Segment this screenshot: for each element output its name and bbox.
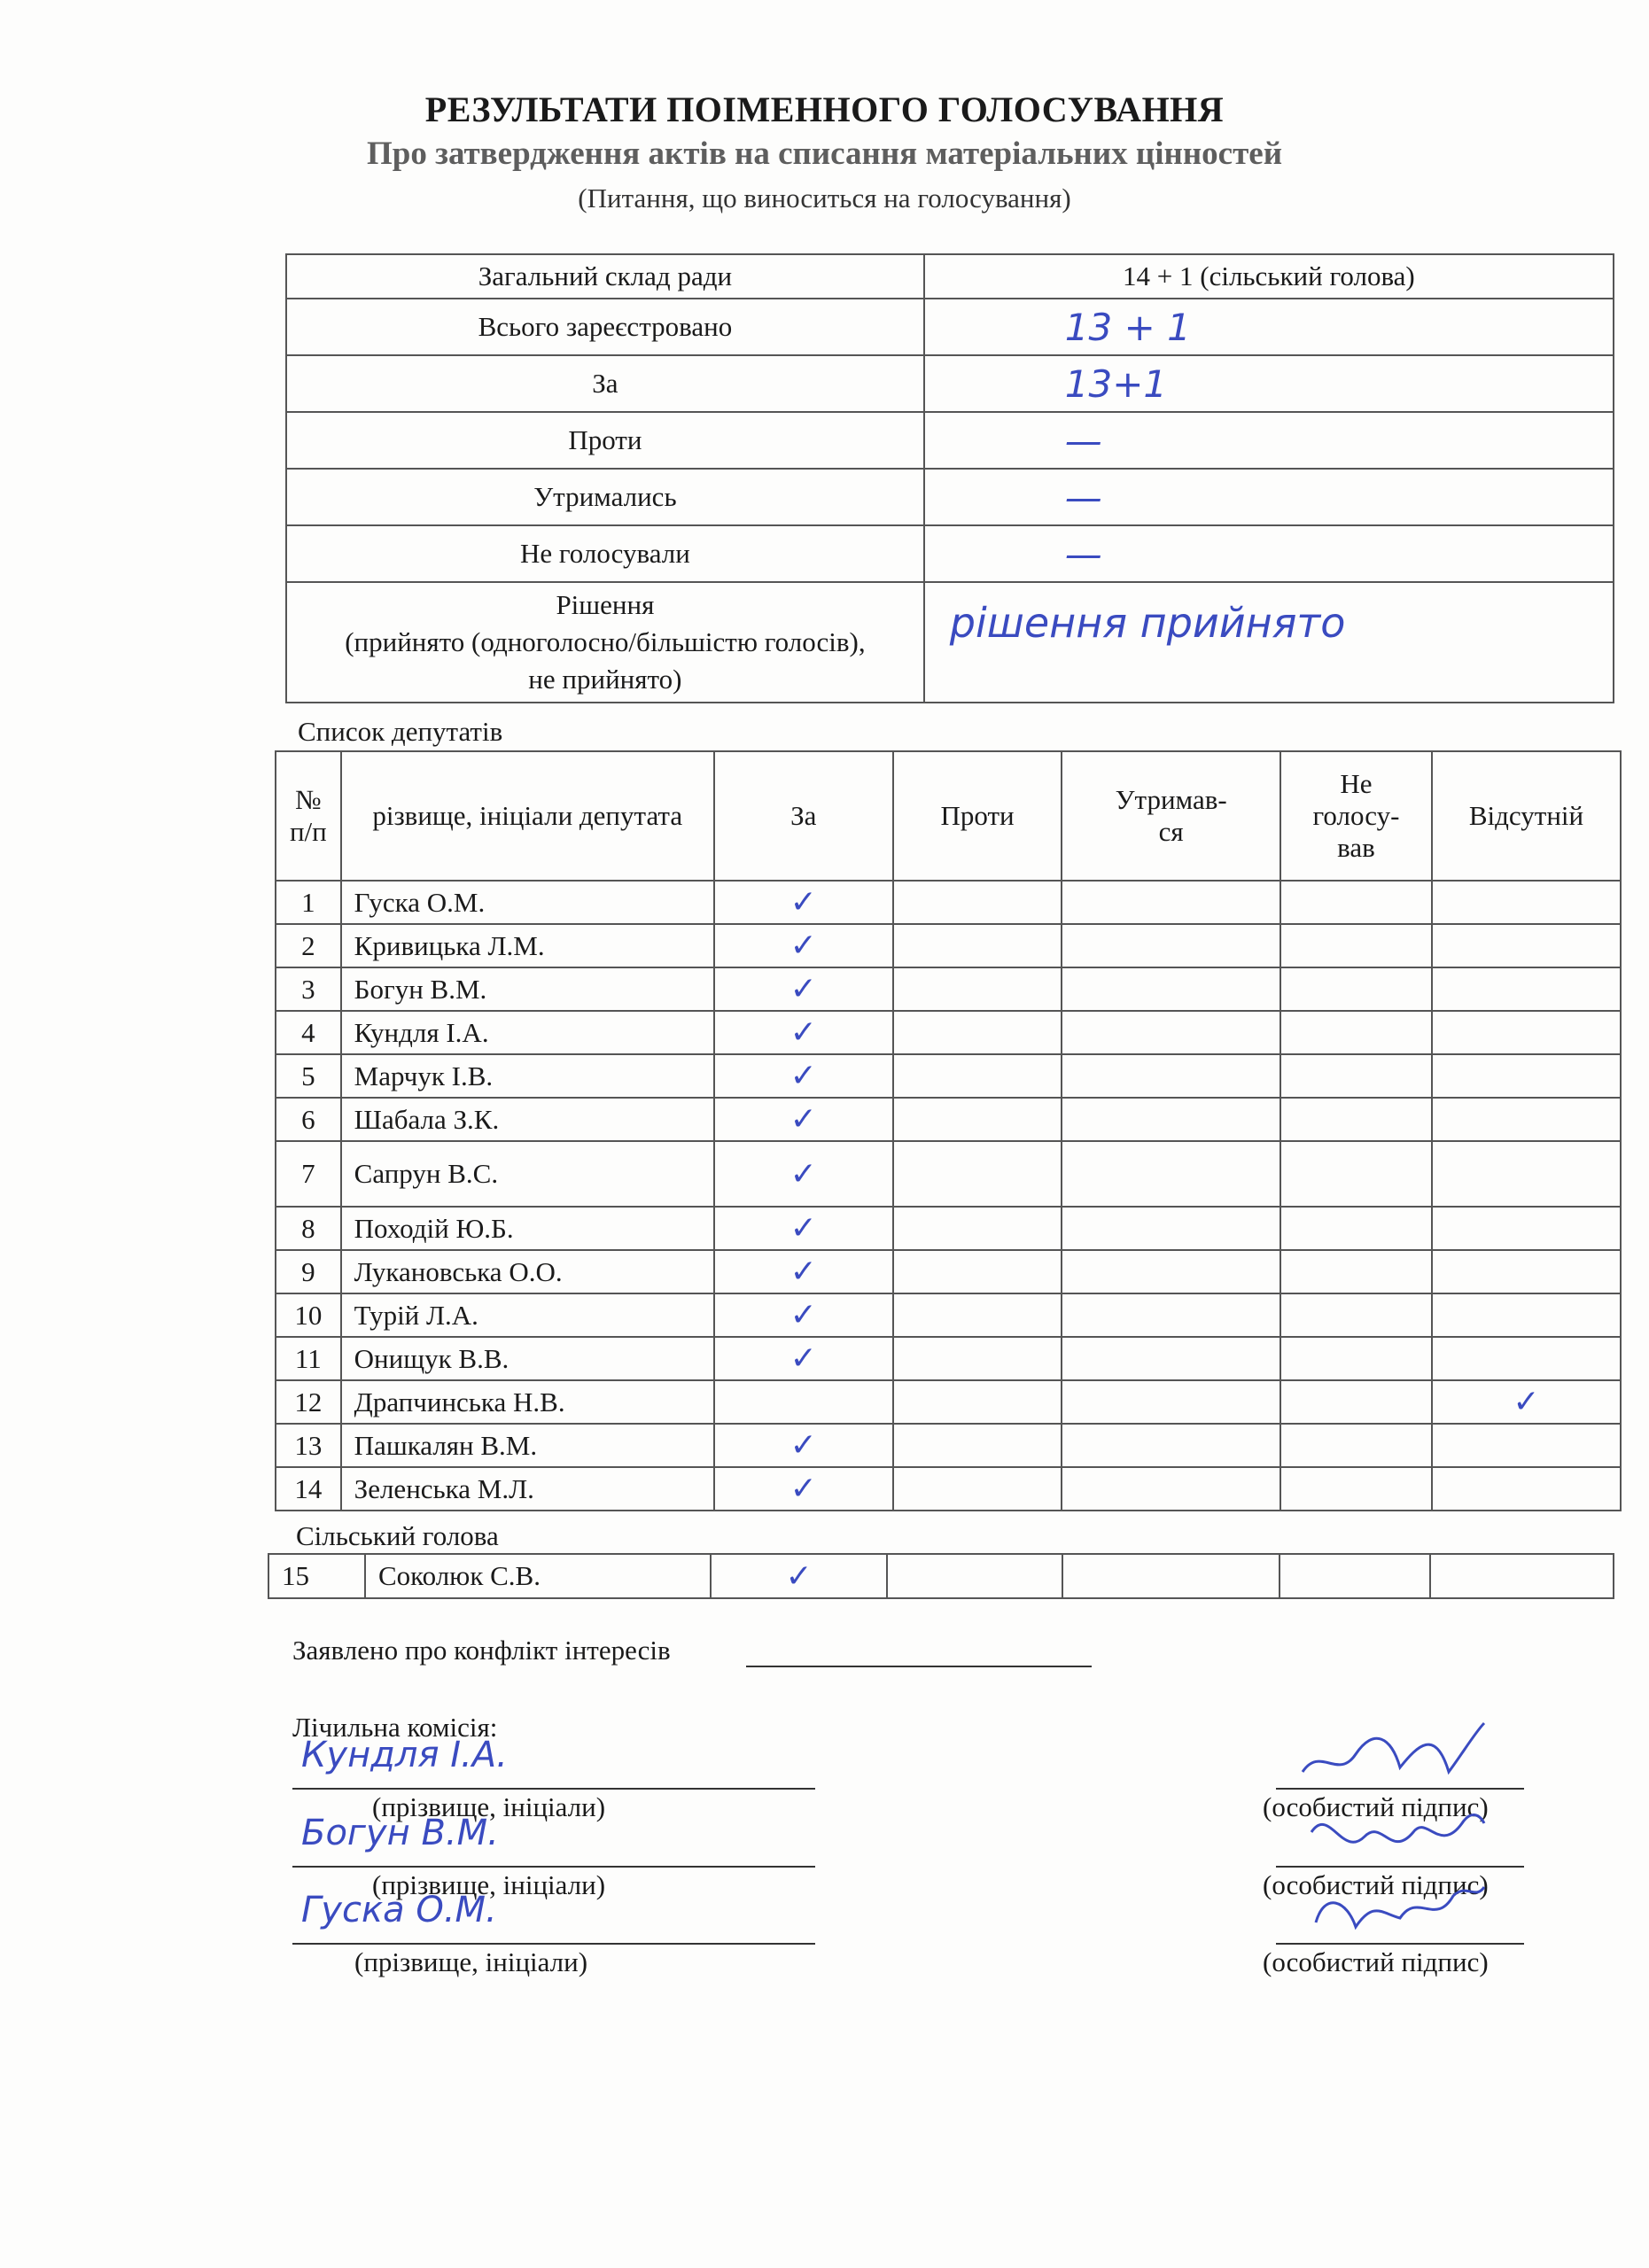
vote-cell-for — [714, 1337, 893, 1380]
deputy-number: 7 — [276, 1141, 341, 1207]
vote-cell-novote — [1280, 1424, 1432, 1467]
decision-value — [924, 582, 1614, 703]
vote-cell-absent — [1432, 1424, 1621, 1467]
vote-cell-against — [893, 1011, 1062, 1054]
deputy-number: 10 — [276, 1293, 341, 1337]
vote-cell-absent — [1432, 1141, 1621, 1207]
vote-cell-abstain — [1062, 1337, 1280, 1380]
vote-cell-absent — [1432, 1250, 1621, 1293]
deputy-row — [276, 1337, 1621, 1380]
name-line — [292, 1788, 815, 1790]
printed-value: 14 + 1 (сільський голова) — [1123, 260, 1415, 291]
deputy-name: Пашкалян В.М. — [341, 1424, 714, 1467]
deputy-name: Сапрун В.С. — [341, 1141, 714, 1207]
deputy-row — [276, 1424, 1621, 1467]
deputy-name: Шабала З.К. — [341, 1098, 714, 1141]
deputy-name: Богун В.М. — [341, 967, 714, 1011]
check-mark-icon: ✓ — [789, 1297, 817, 1333]
vote-cell-for — [714, 967, 893, 1011]
vote-cell-for — [714, 1424, 893, 1467]
signature-caption: (особистий підпис) — [1263, 1869, 1489, 1900]
vote-cell-absent — [1432, 967, 1621, 1011]
summary-label: Не голосували — [286, 525, 924, 582]
vote-cell-against — [893, 1207, 1062, 1250]
vote-cell-abstain — [1062, 1011, 1280, 1054]
name-line — [292, 1866, 815, 1868]
vote-cell-novote — [1280, 1293, 1432, 1337]
deputy-name: Кривицька Л.М. — [341, 924, 714, 967]
summary-row — [286, 469, 1614, 525]
vote-cell-abstain — [1062, 1424, 1280, 1467]
vote-cell-for — [714, 1098, 893, 1141]
vote-cell-for — [714, 1207, 893, 1250]
vote-cell-for — [714, 1141, 893, 1207]
check-mark-icon: ✓ — [789, 928, 817, 964]
check-mark-icon: ✓ — [789, 1254, 817, 1290]
signature-icon — [1294, 1719, 1489, 1798]
summary-value — [924, 469, 1614, 525]
deputy-row — [276, 1293, 1621, 1337]
vote-cell-for — [714, 881, 893, 924]
vote-cell-abstain — [1062, 1467, 1280, 1511]
decision-label — [286, 582, 924, 703]
vote-cell-against — [893, 1293, 1062, 1337]
vote-cell-absent — [1432, 1207, 1621, 1250]
head-vote-for — [711, 1554, 887, 1598]
check-mark-icon: ✓ — [789, 1210, 817, 1247]
summary-row — [286, 299, 1614, 355]
vote-cell-abstain — [1062, 924, 1280, 967]
document-subtitle: Про затвердження актів на списання матеріальних цінностей — [366, 136, 1283, 172]
summary-row — [286, 525, 1614, 582]
vote-cell-absent — [1432, 1054, 1621, 1098]
vote-cell-against — [893, 1250, 1062, 1293]
deputy-name: Турій Л.А. — [341, 1293, 714, 1337]
deputies-table — [275, 750, 1622, 1511]
handwritten-value: — — [1064, 475, 1102, 519]
check-mark-icon: ✓ — [789, 1101, 817, 1138]
vote-cell-novote — [1280, 1337, 1432, 1380]
document-note: (Питання, що виноситься на голосування) — [578, 183, 1071, 214]
summary-row — [286, 355, 1614, 412]
deputy-name: Лукановська О.О. — [341, 1250, 714, 1293]
vote-cell-novote — [1280, 924, 1432, 967]
vote-cell-against — [893, 1424, 1062, 1467]
summary-value — [924, 299, 1614, 355]
handwritten-value: — — [1064, 418, 1102, 462]
header-novote: Не голосу- вав — [1280, 751, 1432, 881]
name-caption: (прізвище, ініціали) — [354, 1946, 588, 1977]
head-caption: Сільський голова — [296, 1520, 499, 1551]
header-for: За — [714, 751, 893, 881]
vote-cell-against — [893, 967, 1062, 1011]
vote-cell-absent — [1432, 1011, 1621, 1054]
vote-cell-abstain — [1062, 881, 1280, 924]
head-number: 15 — [268, 1554, 365, 1598]
name-caption: (прізвище, ініціали) — [372, 1869, 606, 1900]
vote-cell-novote — [1280, 1054, 1432, 1098]
name-line — [292, 1943, 815, 1945]
deputy-name: Походій Ю.Б. — [341, 1207, 714, 1250]
vote-cell-against — [893, 1141, 1062, 1207]
handwritten-decision: рішення прийнято — [949, 599, 1346, 647]
vote-cell-against — [893, 924, 1062, 967]
deputies-caption: Список депутатів — [298, 716, 503, 747]
vote-cell-absent — [1432, 1293, 1621, 1337]
vote-cell-novote — [1280, 1250, 1432, 1293]
deputy-row — [276, 1467, 1621, 1511]
vote-cell-absent — [1432, 1380, 1621, 1424]
signature-caption: (особистий підпис) — [1263, 1946, 1489, 1977]
deputy-number: 3 — [276, 967, 341, 1011]
deputy-number: 6 — [276, 1098, 341, 1141]
summary-value — [924, 525, 1614, 582]
vote-cell-against — [893, 1337, 1062, 1380]
document-title: РЕЗУЛЬТАТИ ПОІМЕННОГО ГОЛОСУВАННЯ — [424, 89, 1225, 129]
conflict-line — [746, 1666, 1092, 1667]
header-absent: Відсутній — [1432, 751, 1621, 881]
check-mark-icon: ✓ — [789, 1427, 817, 1464]
deputy-number: 12 — [276, 1380, 341, 1424]
summary-label: Проти — [286, 412, 924, 469]
signature-icon — [1294, 1874, 1489, 1953]
summary-value — [924, 412, 1614, 469]
vote-cell-novote — [1280, 1011, 1432, 1054]
check-mark-icon: ✓ — [785, 1557, 813, 1595]
vote-cell-abstain — [1062, 1098, 1280, 1141]
name-caption: (прізвище, ініціали) — [372, 1791, 606, 1822]
summary-row — [286, 254, 1614, 299]
signature-caption: (особистий підпис) — [1263, 1791, 1489, 1822]
deputy-row — [276, 881, 1621, 924]
header-number: № п/п — [276, 751, 341, 881]
deputy-row — [276, 1098, 1621, 1141]
decision-label-line: не прийнято) — [528, 664, 682, 695]
vote-cell-for — [714, 1293, 893, 1337]
vote-cell-for — [714, 1380, 893, 1424]
deputy-row — [276, 924, 1621, 967]
deputy-number: 4 — [276, 1011, 341, 1054]
vote-cell-absent — [1432, 924, 1621, 967]
handwritten-value: 13+1 — [1064, 361, 1168, 406]
vote-cell-for — [714, 1467, 893, 1511]
header-name: різвище, ініціали депутата — [341, 751, 714, 881]
deputy-name: Гуска О.М. — [341, 881, 714, 924]
handwritten-value: 13 + 1 — [1064, 305, 1191, 349]
check-mark-icon: ✓ — [789, 1471, 817, 1507]
summary-decision-row — [286, 582, 1614, 703]
deputy-row — [276, 1011, 1621, 1054]
deputy-name: Драпчинська Н.В. — [341, 1380, 714, 1424]
check-mark-icon: ✓ — [789, 1340, 817, 1377]
head-table — [268, 1553, 1614, 1599]
vote-cell-absent — [1432, 1098, 1621, 1141]
vote-cell-for — [714, 924, 893, 967]
deputy-name: Зеленська М.Л. — [341, 1467, 714, 1511]
vote-cell-abstain — [1062, 1207, 1280, 1250]
deputy-row — [276, 1380, 1621, 1424]
deputy-row — [276, 1054, 1621, 1098]
vote-cell-against — [893, 1098, 1062, 1141]
check-mark-icon: ✓ — [1513, 1384, 1540, 1420]
deputy-row — [276, 967, 1621, 1011]
check-mark-icon: ✓ — [789, 971, 817, 1007]
commission-member-name: Кундля І.А. — [301, 1735, 508, 1775]
vote-cell-novote — [1280, 1467, 1432, 1511]
vote-cell-absent — [1432, 1337, 1621, 1380]
deputy-number: 9 — [276, 1250, 341, 1293]
check-mark-icon: ✓ — [789, 1014, 817, 1051]
vote-cell-abstain — [1062, 1054, 1280, 1098]
vote-cell-novote — [1280, 1098, 1432, 1141]
commission-member-name: Богун В.М. — [301, 1813, 499, 1853]
deputy-row — [276, 1207, 1621, 1250]
vote-cell-against — [893, 1380, 1062, 1424]
deputy-row — [276, 1250, 1621, 1293]
vote-cell-novote — [1280, 967, 1432, 1011]
deputy-number: 5 — [276, 1054, 341, 1098]
vote-cell-novote — [1280, 881, 1432, 924]
header-abstain: Утримав- ся — [1062, 751, 1280, 881]
deputy-name: Онищук В.В. — [341, 1337, 714, 1380]
vote-cell-against — [893, 881, 1062, 924]
summary-label: Всього зареєстровано — [286, 299, 924, 355]
summary-label: Загальний склад ради — [286, 254, 924, 299]
deputy-row — [276, 1141, 1621, 1207]
summary-label: Утримались — [286, 469, 924, 525]
vote-cell-novote — [1280, 1207, 1432, 1250]
vote-cell-novote — [1280, 1380, 1432, 1424]
commission-label: Лічильна комісія: — [292, 1712, 498, 1743]
commission-member-name: Гуска О.М. — [301, 1890, 497, 1930]
deputy-number: 13 — [276, 1424, 341, 1467]
head-name: Соколюк С.В. — [365, 1554, 711, 1598]
summary-value — [924, 254, 1614, 299]
vote-cell-for — [714, 1054, 893, 1098]
deputy-number: 2 — [276, 924, 341, 967]
deputy-number: 14 — [276, 1467, 341, 1511]
signature-icon — [1294, 1797, 1489, 1876]
summary-value — [924, 355, 1614, 412]
deputy-number: 11 — [276, 1337, 341, 1380]
vote-cell-against — [893, 1054, 1062, 1098]
vote-cell-for — [714, 1011, 893, 1054]
vote-cell-abstain — [1062, 1250, 1280, 1293]
check-mark-icon: ✓ — [789, 884, 817, 920]
vote-cell-against — [893, 1467, 1062, 1511]
decision-label-line: Рішення — [556, 589, 655, 620]
handwritten-value: — — [1064, 532, 1102, 576]
deputy-name: Марчук І.В. — [341, 1054, 714, 1098]
check-mark-icon: ✓ — [789, 1155, 817, 1192]
conflict-label: Заявлено про конфлікт інтересів — [292, 1635, 671, 1666]
decision-label-line: (прийнято (одноголосно/більшістю голосів), — [345, 626, 866, 657]
vote-cell-abstain — [1062, 1380, 1280, 1424]
vote-cell-absent — [1432, 1467, 1621, 1511]
deputy-name: Кундля І.А. — [341, 1011, 714, 1054]
vote-cell-absent — [1432, 881, 1621, 924]
vote-cell-abstain — [1062, 1293, 1280, 1337]
check-mark-icon: ✓ — [789, 1058, 817, 1094]
summary-row — [286, 412, 1614, 469]
vote-cell-novote — [1280, 1141, 1432, 1207]
vote-cell-for — [714, 1250, 893, 1293]
summary-table — [285, 253, 1614, 703]
vote-cell-abstain — [1062, 967, 1280, 1011]
summary-label: За — [286, 355, 924, 412]
vote-cell-abstain — [1062, 1141, 1280, 1207]
deputy-number: 8 — [276, 1207, 341, 1250]
header-against: Проти — [893, 751, 1062, 881]
deputy-number: 1 — [276, 881, 341, 924]
